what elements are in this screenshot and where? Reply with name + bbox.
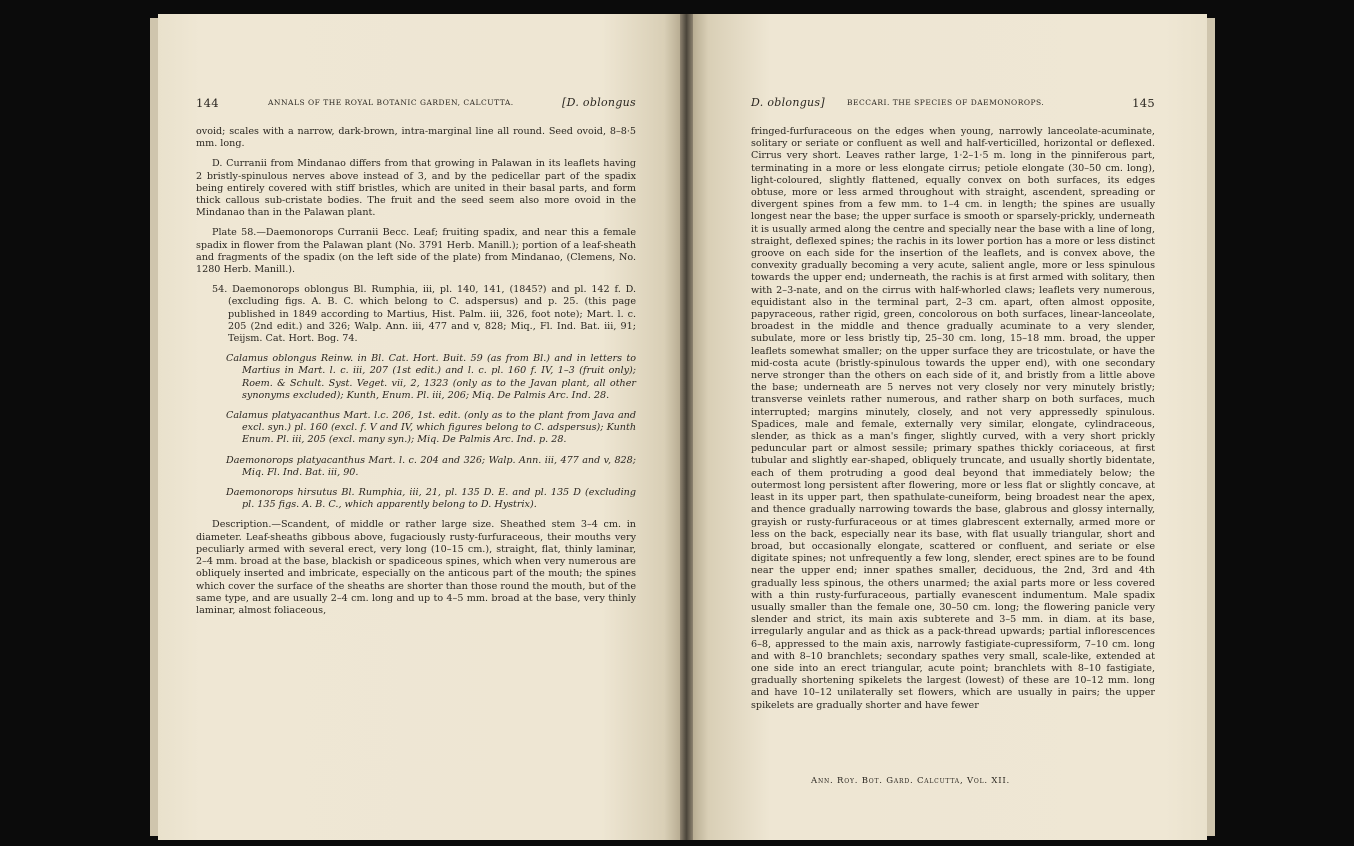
- species-header: [D. oblongus: [562, 96, 636, 109]
- page-footer: Ann. Roy. Bot. Gard. Calcutta, Vol. XII.: [811, 776, 1011, 786]
- paragraph: D. Curranii from Mindanao differs from that growing in Palawan in its leaflets having 2 bristly-spinulous nerves above instead of 3, and by the pedicellar part of the spadix being entirely covered with stiff bristles, which are united in their basal parts, and form thick callous sub-cristate bodies. The fruit and the seed seem also more ovoid in the Mindanao than in the Palawan plant.: [196, 158, 636, 219]
- paragraph: fringed-furfuraceous on the edges when young, narrowly lanceolate-acuminate, solitary or seriate or confluent as well and half-verticilled, horizontal or deflexed. Cirrus very short. Leaves rather large, 1·2–1·5 m. long in the pinniferous part, terminating in a more or less elongate cirrus; petiole elongate (30–50 cm. long), light-coloured, slightly flattened, equally convex on both surfaces, its edges obtuse, more or less armed throughout with straight, ascendent, spreading or divergent spines from a few mm. to 1–4 cm. in length; the spines are usually longest near the base; the upper surface is smooth or sparsely-prickly, underneath it is usually armed along the centre and specially near the base with a line of long, straight, deflexed spines; the rachis in its lower portion has a more or less distinct groove on each side for the insertion of the leaflets, and is convex above, the convexity gradually becoming a very acute, salient angle, more or less spinulous towards the upper end; underneath, the rachis is at first armed with solitary, then with 2–3-nate, and on the cirrus with half-whorled claws; leaflets very numerous, equidistant also in the terminal part, 2–3 cm. apart, often almost opposite, papyraceous, rather rigid, green, concolorous on both surfaces, linear-lanceolate, broadest in the middle and thence gradually acuminate to a very slender, subulate, more or less bristly tip, 25–30 cm. long, 15–18 mm. broad, the upper leaflets somewhat smaller; on the upper surface they are tricostulate, or have the mid-costa acute (bristly-spinulous towards the upper end), with one secondary nerve stronger than the others on each side of it, and bristly from a little above the base; underneath are 5 nerves not very closely nor very minutely bristly; transverse veinlets rather numerous, and rather sharp on both surfaces, much interrupted; margins minutely, closely, and not very appressedly spinulous. Spadices, male and female, externally very similar, elongate, cylindraceous, slender, as thick as a man's finger, slightly curved, with a very short prickly peduncular part or almost sessile; primary spathes thickly coriaceous, at first tubular and slightly ear-shaped, obliquely truncate, and usually shortly bidentate, each of them protruding a good deal beyond that immediately below; the outermost long persistent after flowering, more or less flat or slightly concave, at least in its upper part, then spathulate-cuneiform, being broadest near the apex, and thence gradually narrowing towards the base, glabrous and glossy internally, grayish or rusty-furfuraceous or at times glabrescent externally, armed more or less on the back, especially near its base, with flat usually triangular, short and broad, but occasionally elongate, scattered or confluent, and seriate or else digitate spines; not unfrequently a few long, slender, erect spines are to be found near the upper end; inner spathes smaller, deciduous, the 2nd, 3rd and 4th gradually less spinous, the others unarmed; the axial parts more or less covered with a thin rusty-furfuraceous, partially evanescent indumentum. Male spadix usually smaller than the female one, 30–50 cm. long; the flowering panicle very slender and strict, its main axis subterete and 3–5 mm. in diam. at its base, irregularly angular and as thick as a pack-thread upwards; partial inflorescences 6–8, appressed to the main axis, narrowly fastigiate-cupressiform, 7–10 cm. long and with 8–10 branchlets; secondary spathes very small, scale-like, extended at one side into an erect triangular, acute point; branchlets with 8–10 fastigiate, gradually shortening spikelets the largest (lowest) of these are 10–12 mm. long and have 10–12 unilaterally set flowers, which are usually in pairs; the upper spikelets are gradually shorter and have fewer: [751, 126, 1155, 711]
- running-title: ANNALS OF THE ROYAL BOTANIC GARDEN, CALCUTTA.: [268, 98, 514, 107]
- right-page-edge: [1207, 18, 1215, 836]
- page-number: 145: [1132, 96, 1155, 110]
- running-title: BECCARI. THE SPECIES OF DAEMONOROPS.: [847, 98, 1045, 107]
- synonym: Calamus platyacanthus Mart. l.c. 206, 1st. edit. (only as to the plant from Java and excl. syn.) pl. 160 (excl. f. V and IV, which figures belong to C. adspersus); Kunth Enum. Pl. iii, 205 (excl. many syn.); Miq. De Palmis Arc. Ind. p. 28.: [226, 410, 636, 446]
- species-entry: 54. Daemonorops oblongus Bl. Rumphia, iii, pl. 140, 141, (1845?) and pl. 142 f. D. (excluding figs. A. B. C. which belong to C. adspersus) and p. 25. (this page published in 1849 according to Martius, Hist. Palm. iii, 326, foot note); Mart. l. c. 205 (2nd edit.) and 326; Walp. Ann. iii, 477 and v, 828; Miq., Fl. Ind. Bat. iii, 91; Teijsm. Cat. Hort. Bog. 74.: [212, 284, 636, 345]
- synonym: Daemonorops platyacanthus Mart. l. c. 204 and 326; Walp. Ann. iii, 477 and v, 828; Miq. Fl. Ind. Bat. iii, 90.: [226, 454, 636, 478]
- left-page: [158, 14, 680, 840]
- description: Description.—Scandent, of middle or rather large size. Sheathed stem 3–4 cm. in diameter. Leaf-sheaths gibbous above, fugaciously rusty-furfuraceous, their mouths very peculiarly armed with several erect, very long (10–15 cm.), straight, flat, thinly laminar, 2–4 mm. broad at the base, blackish or spadiceous spines, which when very numerous are obliquely inserted and imbricate, especially on the anticous part of the mouth; the spines which cover the surface of the sheaths are shorter than those round the mouth, but of the same type, and are usually 2–4 cm. long and up to 4–5 mm. broad at the base, very thinly laminar, almost foliaceous,: [196, 519, 636, 616]
- left-page-edge: [150, 18, 158, 836]
- plate-caption: Plate 58.—Daemonorops Curranii Becc. Leaf; fruiting spadix, and near this a female spadix in flower from the Palawan plant (No. 3791 Herb. Manill.); portion of a leaf-sheath and fragments of the spadix (on the left side of the plate) from Mindanao, (Clemens, No. 1280 Herb. Manill.).: [196, 227, 636, 276]
- right-page-body: [751, 126, 1155, 712]
- left-page-body: [196, 126, 636, 617]
- species-header: D. oblongus]: [751, 96, 825, 109]
- synonym: Daemonorops hirsutus Bl. Rumphia, iii, 21, pl. 135 D. E. and pl. 135 D (excluding pl. 135 figs. A. B. C., which apparently belong to D. Hystrix).: [226, 487, 636, 511]
- book-gutter: [680, 14, 693, 840]
- right-page: [693, 14, 1207, 840]
- paragraph: ovoid; scales with a narrow, dark-brown, intra-marginal line all round. Seed ovoid, 8–8·5 mm. long.: [196, 126, 636, 150]
- page-number: 144: [196, 96, 219, 110]
- synonym: Calamus oblongus Reinw. in Bl. Cat. Hort. Buit. 59 (as from Bl.) and in letters to Martius in Mart. l. c. iii, 207 (1st edit.) and l. c. pl. 160 f. IV, 1–3 (fruit only); Roem. & Schult. Syst. Veget. vii, 2, 1323 (only as to the Javan plant, all other synonyms excluded); Kunth, Enum. Pl. iii, 206; Miq. De Palmis Arc. Ind. 28.: [226, 353, 636, 401]
